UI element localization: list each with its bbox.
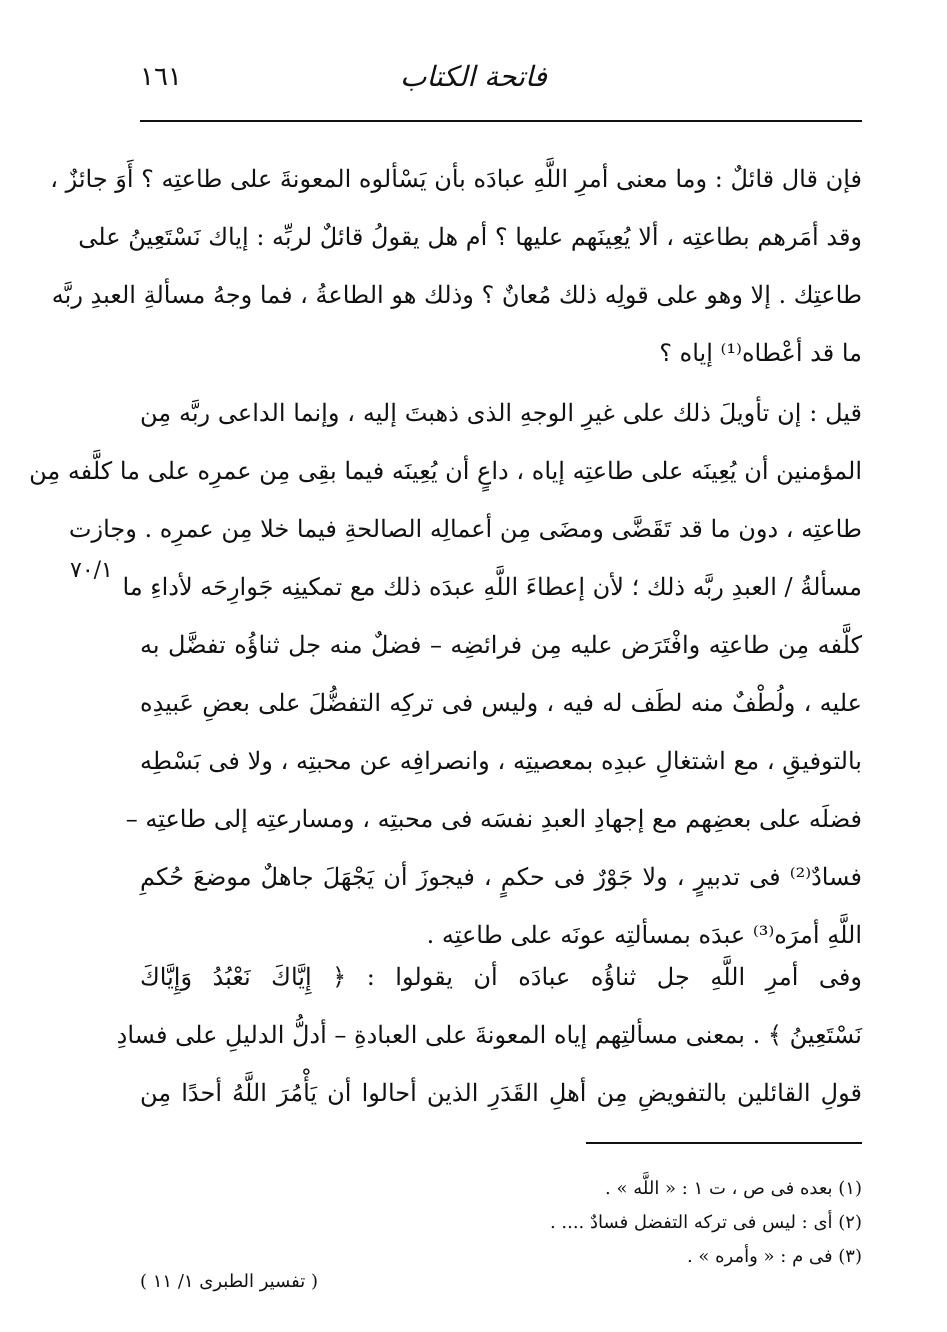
text-line: بالتوفيقِ ، مع اشتغالِ عبدِه بمعصيتِه ، وانصرافِه عن محبتِه ، ولا فى بَسْطِه bbox=[140, 747, 862, 775]
text-line: عليه ، ولُطْفٌ منه لطَف له فيه ، وليس فى تركِه التفضُّلَ على بعضِ عَبيدِه bbox=[140, 689, 862, 717]
signature-mark: ( تفسير الطبرى ١/ ١١ ) bbox=[140, 1271, 318, 1292]
paragraph-1 bbox=[50, 150, 862, 382]
text-line: مسألةُ / العبدِ ربَّه ذلك ؛ لأن إعطاءَ اللَّهِ عبدَه ذلك مع تمكينِه جَوارِحَه لأداءِ ما bbox=[122, 573, 862, 601]
text-line: ما قد أعْطاه⁽¹⁾ إياه ؟ bbox=[659, 339, 862, 367]
running-title: فاتحة الكتاب bbox=[400, 60, 547, 93]
text-line: نَسْتَعِينُ ﴾ . بمعنى مسألتِهم إياه المعونةَ على العبادةِ – أدلُّ الدليلِ على فسادِ bbox=[116, 1021, 862, 1049]
footnote-rule bbox=[586, 1142, 862, 1144]
text-line: قيل : إن تأويلَ ذلك على غيرِ الوجهِ الذى ذهبتَ إليه ، وإنما الداعى ربَّه مِن bbox=[140, 399, 862, 427]
footnote: (٢) أى : ليس فى تركه التفضل فسادٌ .... . bbox=[549, 1212, 862, 1233]
footnote: (٣) فى م : « وأمره » . bbox=[686, 1246, 862, 1267]
text-line: قولِ القائلين بالتفويضِ مِن أهلِ القَدَرِ الذين أحالوا أن يَأْمُرَ اللَّهُ أحدًا مِن bbox=[140, 1079, 862, 1107]
footnote: (١) بعده فى ص ، ت ١ : « اللَّه » . bbox=[605, 1178, 862, 1199]
page-number: ١٦١ bbox=[140, 62, 182, 92]
text-line: المؤمنين أن يُعِينَه على طاعتِه إياه ، داعٍ أن يُعِينَه فيما بقِى مِن عمرِه على ما كلَّفه مِن bbox=[29, 457, 862, 485]
text-line: فسادٌ⁽²⁾ فى تدبيرٍ ، ولا جَوْرٌ فى حكمٍ ، فيجوزَ أن يَجْهَلَ جاهلٌ موضعَ حُكمِ bbox=[140, 863, 862, 891]
text-line: فضلَه على بعضِهم مع إجهادِ العبدِ نفسَه فى محبتِه ، ومسارعتِه إلى طاعتِه – bbox=[125, 805, 862, 833]
text-line: وفى أمرِ اللَّهِ جل ثناؤُه عبادَه أن يقولوا : ﴿ إِيَّاكَ نَعْبُدُ وَإِيَّاكَ bbox=[140, 963, 862, 991]
text-line: كلَّفه مِن طاعتِه وافْتَرَض عليه مِن فرائضِه – فضلٌ منه جل ثناؤُه تفضَّل به bbox=[140, 631, 862, 659]
text-line: طاعتِك . إلا وهو على قولِه ذلك مُعانٌ ؟ وذلك هو الطاعةُ ، فما وجهُ مسألةِ العبدِ ربَّه bbox=[51, 281, 862, 309]
header-rule bbox=[140, 120, 862, 122]
text-line: اللَّهِ أمرَه⁽³⁾ عبدَه بمسألتِه عونَه على طاعتِه . bbox=[426, 921, 862, 949]
text-line: طاعتِه ، دون ما قد تَقَضَّى ومضَى مِن أعمالِه الصالحةِ فيما خلا مِن عمرِه . وجازت bbox=[68, 515, 862, 543]
margin-reference: ٧٠/١ bbox=[70, 558, 113, 583]
text-line: وقد أمَرهم بطاعتِه ، ألا يُعِينَهم عليها ؟ أم هل يقولُ قائلٌ لربِّه : إياك نَسْتَعِينُ على bbox=[78, 223, 862, 251]
footnotes bbox=[140, 1172, 862, 1274]
text-line: فإن قال قائلٌ : وما معنى أمرِ اللَّهِ عبادَه بأن يَسْألوه المعونةَ على طاعتِه ؟ أَوَ جائزٌ ، bbox=[50, 165, 862, 193]
paragraph-3 bbox=[116, 948, 862, 1122]
